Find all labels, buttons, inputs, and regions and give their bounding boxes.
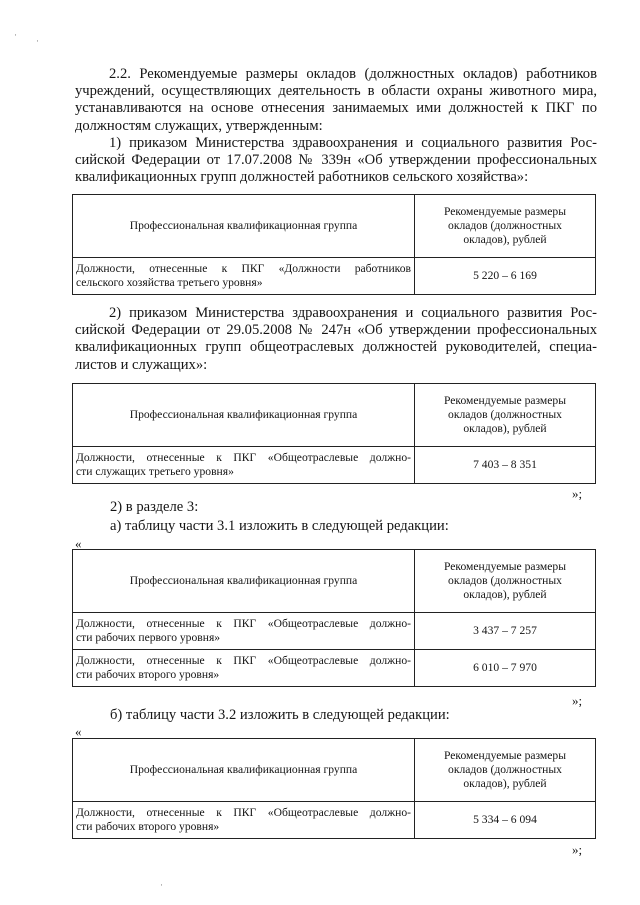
- closing-quote: »;: [572, 842, 583, 857]
- header-group: Профессиональная квалификационная группа: [73, 384, 415, 447]
- salary-table-2: [72, 383, 596, 484]
- closing-quote: »;: [572, 486, 583, 501]
- row-salary: 6 010 – 7 970: [415, 650, 596, 687]
- table-row: [73, 650, 596, 687]
- header-salary: Рекомендуемые размеры окладов (должностных окладов), рублей: [415, 550, 596, 613]
- header-group: Профессиональная квалификационная группа: [73, 195, 415, 258]
- item1-line: 1) приказом Министерства здравоохранения и социального развития Рос-: [109, 135, 597, 151]
- header-salary: Рекомендуемые размеры окладов (должностных окладов), рублей: [415, 739, 596, 802]
- item1-line: сийской Федерации от 17.07.2008 № 339н «Об утверждении профессиональных: [75, 152, 597, 169]
- table-header-row: [73, 195, 596, 258]
- intro-line: 2.2. Рекомендуемые размеры окладов (должностных окладов) работников: [109, 66, 597, 82]
- row-group: Должности, отнесенные к ПКГ «Общеотраслевые должно- сти рабочих второго уровня»: [73, 802, 415, 839]
- row-salary: 3 437 – 7 257: [415, 613, 596, 650]
- item2-line: квалификационных групп общеотраслевых должностей руководителей, специа-: [75, 339, 597, 356]
- intro-paragraph: [75, 66, 597, 135]
- opening-quote: «: [75, 724, 82, 739]
- item2-line: сийской Федерации от 29.05.2008 № 247н «Об утверждении профессиональных: [75, 322, 597, 339]
- header-salary: Рекомендуемые размеры окладов (должностных окладов), рублей: [415, 195, 596, 258]
- scan-speck: ·: [36, 36, 39, 46]
- row-group: Должности, отнесенные к ПКГ «Общеотраслевые должно- сти служащих третьего уровня»: [73, 447, 415, 484]
- item2-paragraph: [75, 305, 597, 374]
- section3-heading: 2) в разделе 3:: [110, 499, 199, 515]
- header-group: Профессиональная квалификационная группа: [73, 550, 415, 613]
- intro-line: учреждений, осуществляющих деятельность в области охраны животного мира,: [75, 83, 597, 100]
- part-b-text: б) таблицу части 3.2 изложить в следующей редакции:: [110, 707, 450, 723]
- row-salary: 5 220 – 6 169: [415, 258, 596, 295]
- salary-table-1: [72, 194, 596, 295]
- item2-line: листов и служащих»:: [75, 356, 208, 373]
- closing-quote: »;: [572, 693, 583, 708]
- row-group: Должности, отнесенные к ПКГ «Общеотраслевые должно- сти рабочих второго уровня»: [73, 650, 415, 687]
- table-header-row: [73, 550, 596, 613]
- scan-speck: ·: [14, 30, 17, 40]
- table-row: [73, 447, 596, 484]
- table-row: [73, 258, 596, 295]
- item1-line: квалификационных групп должностей работников сельского хозяйства»:: [75, 169, 529, 186]
- part-a-text: а) таблицу части 3.1 изложить в следующей редакции:: [110, 518, 449, 534]
- table-row: [73, 613, 596, 650]
- intro-line: устанавливаются на основе отнесения занимаемых ими должностей к ПКГ по: [75, 100, 597, 117]
- table-header-row: [73, 739, 596, 802]
- header-salary: Рекомендуемые размеры окладов (должностных окладов), рублей: [415, 384, 596, 447]
- salary-table-4: [72, 738, 596, 839]
- table-row: [73, 802, 596, 839]
- row-group: Должности, отнесенные к ПКГ «Должности работников сельского хозяйства третьего уровня»: [73, 258, 415, 295]
- row-salary: 7 403 – 8 351: [415, 447, 596, 484]
- item1-paragraph: [75, 135, 597, 187]
- row-salary: 5 334 – 6 094: [415, 802, 596, 839]
- table-header-row: [73, 384, 596, 447]
- opening-quote: «: [75, 536, 82, 551]
- intro-line: должностям служащих, утвержденным:: [75, 117, 323, 134]
- scan-speck: ·: [160, 880, 163, 890]
- item2-line: 2) приказом Министерства здравоохранения и социального развития Рос-: [109, 305, 597, 321]
- row-group: Должности, отнесенные к ПКГ «Общеотраслевые должно- сти рабочих первого уровня»: [73, 613, 415, 650]
- salary-table-3: [72, 549, 596, 687]
- header-group: Профессиональная квалификационная группа: [73, 739, 415, 802]
